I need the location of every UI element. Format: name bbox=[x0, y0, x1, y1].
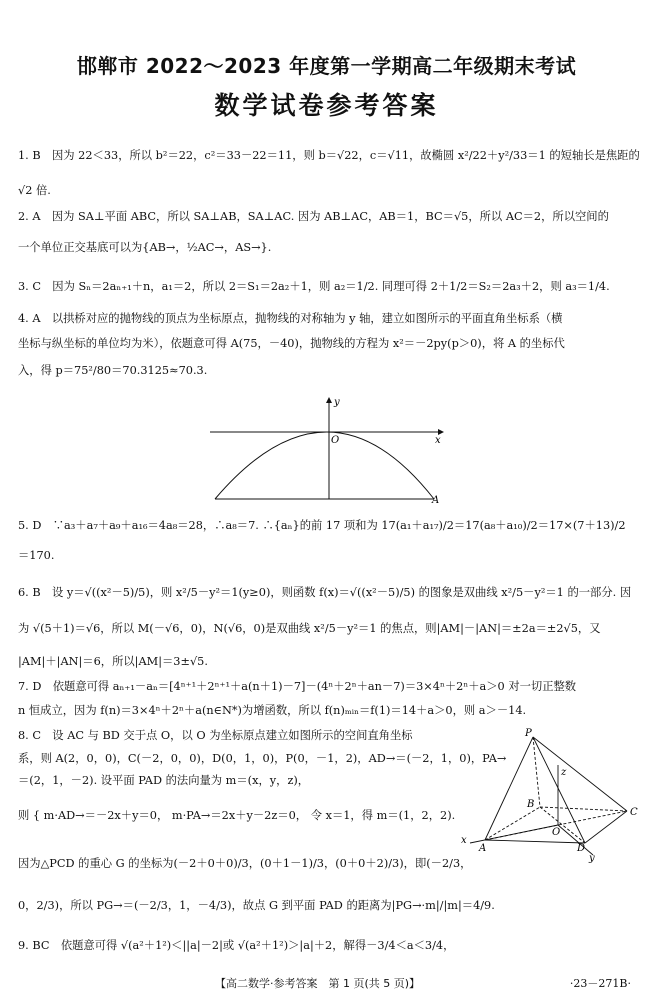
pyramid-figure bbox=[455, 725, 645, 865]
footer-code: ·23－271B· bbox=[569, 977, 631, 990]
q7-line-1: 7. D 依题意可得 aₙ₊₁－aₙ＝[4ⁿ⁺¹＋2ⁿ⁺¹＋a(n＋1)－7]－(4ⁿ＋2ⁿ＋an－7)＝3×4ⁿ＋2ⁿ＋a＞0 对一切正整数 bbox=[18, 680, 577, 693]
q4-line-1: 4. A 以拱桥对应的抛物线的顶点为坐标原点，抛物线的对称轴为 y 轴，建立如图所示的平面直角坐标系（横 bbox=[18, 312, 563, 325]
q8-line-4: 则 { m·AD→＝－2x＋y＝0， m·PA→＝2x＋y－2z＝0， 令 x＝1，得 m＝(1，2，2). bbox=[18, 809, 456, 822]
q3-line-1: 3. C 因为 Sₙ＝2aₙ₊₁＋n，a₁＝2，所以 2＝S₁＝2a₂＋1，则 a₂＝1/2. 同理可得 2＋1/2＝S₂＝2a₃＋2，则 a₃＝1/4. bbox=[18, 280, 610, 293]
edge-pb bbox=[533, 737, 540, 807]
q2-line-1: 2. A 因为 SA⊥平面 ABC，所以 SA⊥AB，SA⊥AC. 因为 AB⊥AC，AB＝1，BC＝√5，所以 AC＝2，所以空间的 bbox=[18, 210, 609, 223]
q5-line-2: ＝170. bbox=[18, 549, 55, 562]
label-z: z bbox=[561, 767, 567, 778]
label-x: x bbox=[461, 835, 467, 846]
label-d: D bbox=[577, 843, 586, 854]
label-o: O bbox=[552, 827, 561, 838]
label-y: y bbox=[589, 853, 595, 864]
q4-line-3: 入，得 p＝75²/80＝70.3125≈70.3. bbox=[18, 364, 208, 377]
edge-bc bbox=[540, 807, 627, 811]
label-a: A bbox=[479, 843, 487, 854]
q8-line-2: 系，则 A(2，0，0)，C(－2，0，0)，D(0，1，0)，P(0，－1，2)，AD→＝(－2，1，0)，PA→ bbox=[18, 752, 507, 765]
x-axis-label: x bbox=[435, 435, 441, 446]
y-axis-label: y bbox=[334, 397, 340, 408]
y-axis-3d bbox=[558, 825, 593, 855]
q6-line-2: 为 √(5＋1)＝√6，所以 M(－√6，0)，N(√6，0)是双曲线 x²/5－y²＝1 的焦点，则|AM|－|AN|＝±2a＝±2√5，又 bbox=[18, 622, 601, 635]
q7-line-2: n 恒成立，因为 f(n)＝3×4ⁿ＋2ⁿ＋a(n∈N*)为增函数，所以 f(n)ₘᵢₙ＝f(1)＝14＋a＞0，则 a＞－14. bbox=[18, 704, 527, 717]
q1-line-2: √2 倍. bbox=[18, 184, 51, 197]
q4-line-2: 坐标与纵坐标的单位均为米），依题意可得 A(75，－40)，抛物线的方程为 x²＝－2py(p＞0)，将 A 的坐标代 bbox=[18, 337, 565, 350]
q9-line-1: 9. BC 依题意可得 √(a²＋1²)＜||a|－2|或 √(a²＋1²)＞|a|＋2，解得－3/4＜a＜3/4， bbox=[18, 939, 455, 952]
q6-line-3: |AM|＋|AN|＝6，所以|AM|＝3±√5. bbox=[18, 655, 208, 668]
parabola-curve bbox=[215, 432, 434, 499]
edge-ab bbox=[485, 807, 540, 840]
diag-bd bbox=[540, 807, 585, 843]
exam-title: 邯郸市 2022～2023 年度第一学期高二年级期末考试 bbox=[76, 54, 577, 78]
edge-pa bbox=[485, 737, 533, 840]
edge-dc bbox=[585, 811, 627, 843]
label-c: C bbox=[630, 807, 638, 818]
label-p: P bbox=[525, 728, 532, 739]
point-a-label: A bbox=[432, 495, 440, 506]
q8-line-5: 因为△PCD 的重心 G 的坐标为(－2＋0＋0)/3，(0＋1－1)/3，(0＋0＋2)/3)，即(－2/3， bbox=[18, 857, 472, 870]
answer-key-title: 数学试卷参考答案 bbox=[214, 91, 439, 120]
x-axis-3d bbox=[470, 825, 561, 843]
q8-line-3: ＝(2，1，－2). 设平面 PAD 的法向量为 m＝(x，y，z)， bbox=[18, 774, 310, 787]
parabola-figure bbox=[205, 393, 455, 508]
edge-ad bbox=[485, 840, 585, 843]
q8-line-6: 0，2/3)，所以 PG→＝(－2/3，1，－4/3)，故点 G 到平面 PAD 的距离为|PG→·m|/|m|＝4/9. bbox=[18, 899, 495, 912]
q1-line-1: 1. B 因为 22＜33，所以 b²＝22，c²＝33－22＝11，则 b＝√22，c＝√11，故椭圆 x²/22＋y²/33＝1 的短轴长是焦距的 bbox=[18, 149, 640, 162]
edge-pc bbox=[533, 737, 627, 811]
label-b: B bbox=[527, 799, 535, 810]
footer-page-info: 【高二数学·参考答案 第 1 页(共 5 页)】 bbox=[215, 977, 421, 990]
q5-line-1: 5. D ∵a₃＋a₇＋a₉＋a₁₆＝4a₈＝28，∴a₈＝7. ∴{aₙ}的前 17 项和为 17(a₁＋a₁₇)/2＝17(a₈＋a₁₀)/2＝17×(7＋13)/2 bbox=[18, 519, 626, 532]
q2-line-2: 一个单位正交基底可以为{AB→，½AC→，AS→}. bbox=[18, 241, 272, 254]
q8-line-1: 8. C 设 AC 与 BD 交于点 O，以 O 为坐标原点建立如图所示的空间直角坐标 bbox=[18, 729, 413, 742]
origin-label: O bbox=[331, 435, 340, 446]
q6-line-1: 6. B 设 y＝√((x²－5)/5)，则 x²/5－y²＝1(y≥0)，则函数 f(x)＝√((x²－5)/5) 的图象是双曲线 x²/5－y²＝1 的一部分. 因 bbox=[18, 586, 632, 599]
